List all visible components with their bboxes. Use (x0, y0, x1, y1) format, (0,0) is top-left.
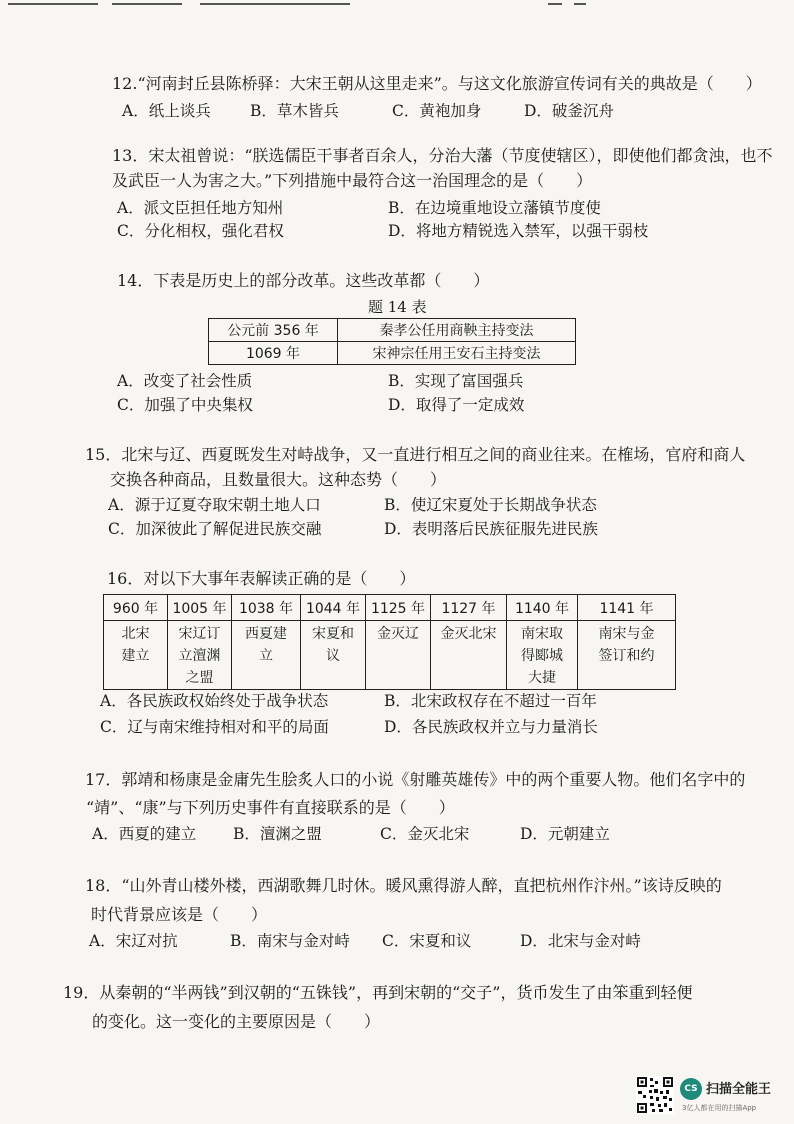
year-cell: 960 年 (104, 595, 168, 621)
q17-option-d[interactable]: D．元朝建立 (520, 825, 610, 843)
scanner-watermark (636, 1076, 786, 1116)
q13-option-d[interactable]: D．将地方精锐选入禁军，以强干弱枝 (388, 222, 649, 240)
event-cell (168, 621, 232, 690)
q13-option-c[interactable]: C．分化相权，强化君权 (117, 222, 284, 240)
q12-option-b[interactable]: B．草木皆兵 (250, 102, 339, 120)
q16-option-d[interactable]: D．各民族政权并立与力量消长 (384, 718, 598, 736)
year-cell: 1141 年 (578, 595, 676, 621)
q17-option-c[interactable]: C．金灭北宋 (380, 825, 470, 843)
q18-option-a[interactable]: A．宋辽对抗 (89, 932, 178, 950)
q15-option-d[interactable]: D．表明落后民族征服先进民族 (384, 520, 598, 538)
event-text: 金灭辽 (377, 626, 419, 642)
q16-option-a[interactable]: A．各民族政权始终处于战争状态 (100, 692, 329, 710)
event-cell (232, 621, 301, 690)
table-row (104, 621, 676, 690)
brand-tagline: 3亿人都在用的扫描App (682, 1104, 757, 1112)
question-18-stem-line2: 时代背景应该是（ ） (91, 905, 268, 924)
event-cell (104, 621, 168, 690)
event-text: 南宋与金签订和约 (598, 626, 655, 664)
year-cell: 1044 年 (301, 595, 366, 621)
q12-option-a[interactable]: A．纸上谈兵 (122, 102, 211, 120)
camscanner-logo-icon: CS (680, 1078, 702, 1100)
table-cell: 宋神宗任用王安石主持变法 (338, 342, 576, 365)
event-text: 金灭北宋 (440, 626, 497, 642)
event-text: 北宋建立 (121, 626, 150, 664)
brand-name: 扫描全能王 (706, 1082, 772, 1097)
table-row (209, 342, 576, 365)
q18-option-c[interactable]: C．宋夏和议 (382, 932, 472, 950)
question-15-stem-line1: 15．北宋与辽、西夏既发生对峙战争，又一直进行相互之间的商业往来。在榷场，官府和商人 (85, 445, 746, 464)
q14-option-a[interactable]: A．改变了社会性质 (117, 372, 253, 390)
q17-option-b[interactable]: B．澶渊之盟 (233, 825, 322, 843)
table-cell: 1069 年 (209, 342, 338, 365)
q14-option-c[interactable]: C．加强了中央集权 (117, 396, 253, 414)
table-row (209, 319, 576, 342)
q12-option-c[interactable]: C．黄袍加身 (392, 102, 482, 120)
q16-option-c[interactable]: C．辽与南宋维持相对和平的局面 (100, 718, 329, 736)
event-cell (301, 621, 366, 690)
table-14-caption: 题 14 表 (368, 298, 427, 316)
q18-option-d[interactable]: D．北宋与金对峙 (520, 932, 641, 950)
q16-option-b[interactable]: B．北宋政权存在不超过一百年 (384, 692, 597, 710)
question-19-stem-line1: 19．从秦朝的“半两钱”到汉朝的“五铢钱”，再到宋朝的“交子”，货币发生了由笨重到轻便 (63, 983, 693, 1002)
question-19-stem-line2: 的变化。这一变化的主要原因是（ ） (92, 1012, 381, 1031)
q14-option-d[interactable]: D．取得了一定成效 (388, 396, 525, 414)
event-cell (578, 621, 676, 690)
reform-table (208, 318, 576, 365)
q12-option-d[interactable]: D．破釜沉舟 (524, 102, 614, 120)
event-text: 宋辽订立澶渊之盟 (178, 626, 221, 686)
event-cell (366, 621, 431, 690)
question-15-stem-line2: 交换各种商品，且数量很大。这种态势（ ） (110, 470, 447, 489)
event-cell (431, 621, 507, 690)
question-16-stem: 16．对以下大事年表解读正确的是（ ） (107, 569, 416, 588)
table-cell: 公元前 356 年 (209, 319, 338, 342)
event-text: 宋夏和议 (312, 626, 354, 664)
q18-option-b[interactable]: B．南宋与金对峙 (230, 932, 350, 950)
question-13-stem-line1: 13．宋太祖曾说：“朕选儒臣干事者百余人，分治大藩（节度使辖区），即使他们都贪浊，也不 (112, 146, 773, 165)
event-text: 南宋取得郾城大捷 (521, 626, 563, 686)
q13-option-b[interactable]: B．在边境重地设立藩镇节度使 (388, 199, 601, 217)
question-17-stem-line2: “靖”、“康”与下列历史事件有直接联系的是（ ） (86, 798, 455, 817)
year-cell: 1125 年 (366, 595, 431, 621)
question-13-stem-line2: 及武臣一人为害之大。”下列措施中最符合这一治国理念的是（ ） (112, 171, 593, 190)
qr-code-icon (636, 1076, 674, 1114)
q17-option-a[interactable]: A．西夏的建立 (92, 825, 197, 843)
q14-option-b[interactable]: B．实现了富国强兵 (388, 372, 524, 390)
events-timeline-table (103, 594, 676, 690)
year-cell: 1127 年 (431, 595, 507, 621)
question-14-stem: 14．下表是历史上的部分改革。这些改革都（ ） (117, 271, 490, 290)
event-cell (507, 621, 578, 690)
year-cell: 1005 年 (168, 595, 232, 621)
top-scan-edge (0, 0, 794, 8)
table-cell: 秦孝公任用商鞅主持变法 (338, 319, 576, 342)
question-17-stem-line1: 17．郭靖和杨康是金庸先生脍炙人口的小说《射雕英雄传》中的两个重要人物。他们名字中的 (85, 770, 746, 789)
question-18-stem-line1: 18．“山外青山楼外楼，西湖歌舞几时休。暖风熏得游人醉，直把杭州作汴州。”该诗反映的 (85, 876, 722, 895)
q15-option-c[interactable]: C．加深彼此了解促进民族交融 (108, 520, 322, 538)
question-12-stem: 12.“河南封丘县陈桥驿：大宋王朝从这里走来”。与这文化旅游宣传词有关的典故是（ ） (112, 74, 762, 93)
q13-option-a[interactable]: A．派文臣担任地方知州 (117, 199, 284, 217)
event-text: 西夏建立 (245, 626, 287, 664)
q15-option-b[interactable]: B．使辽宋夏处于长期战争状态 (384, 496, 597, 514)
table-row (104, 595, 676, 621)
year-cell: 1038 年 (232, 595, 301, 621)
q15-option-a[interactable]: A．源于辽夏夺取宋朝土地人口 (108, 496, 321, 514)
year-cell: 1140 年 (507, 595, 578, 621)
